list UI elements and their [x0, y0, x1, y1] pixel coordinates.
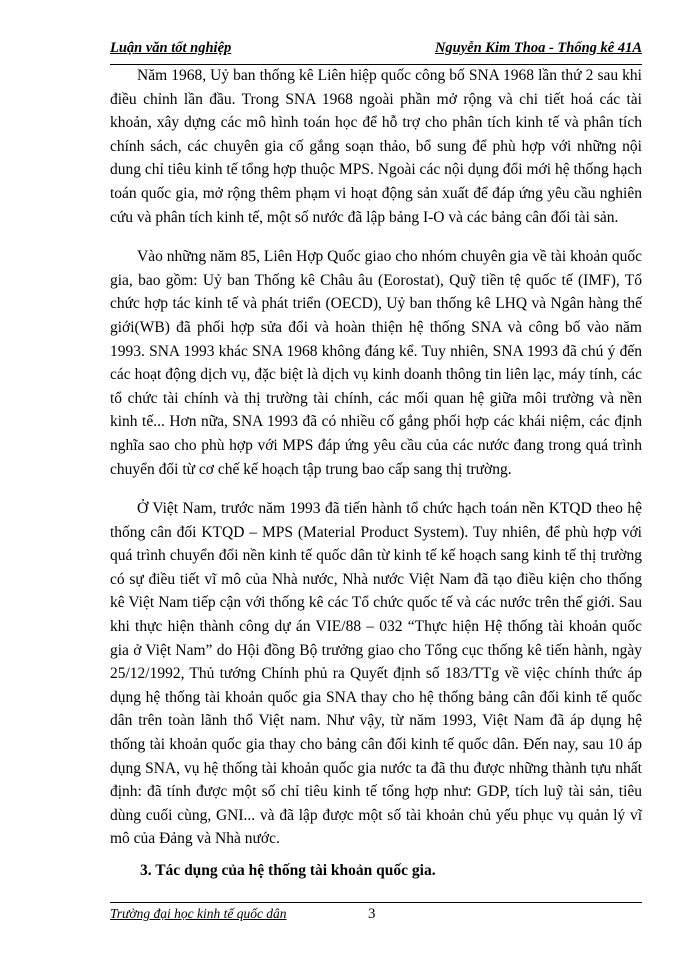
page-footer [110, 906, 642, 928]
paragraph-sna-1968: Năm 1968, Uỷ ban thống kê Liên hiệp quốc công bố SNA 1968 lần thứ 2 sau khi điều chỉnh lần đầu. Trong SNA 1968 ngoài phần mở rộng và chi tiết hoá các tài khoản, xây dựng các mô hình toán học để hỗ trợ cho phân tích kinh tế và phân tích chính sách, các chuyên gia cố gắng soạn thảo, bổ sung để phù hợp với những nội dung chỉ tiêu kinh tế tổng hợp thuộc MPS. Ngoài các nội dụng đổi mới hệ thống hạch toán quốc gia, mở rộng thêm phạm vi hoạt động sản xuất để đáp ứng yêu cầu nghiên cứu và phân tích kinh tế, một số nước đã lập bảng I-O và các bảng cân đối tài sản. [110, 67, 642, 226]
footer-school-label: Trường đại học kinh tế quốc dân [110, 906, 287, 921]
paragraph-vietnam: Ở Việt Nam, trước năm 1993 đã tiến hành tổ chức hạch toán nền KTQD theo hệ thống cân đối KTQD – MPS (Material Product System). Tuy nhiên, để phù hợp với quá trình chuyển đổi nền kinh tế quốc dân từ kinh tế kế hoạch sang kinh tế thị trường có sự điều tiết vĩ mô của Nhà nước, Nhà nước Việt Nam đã tạo điều kiện cho thống kê Việt Nam tiếp cận với thống kê các Tổ chức quốc tế và các nước trên thế giới. Sau khi thực hiện thành công dự án VIE/88 – 032 “Thực hiện Hệ thống tài khoản quốc gia ở Việt Nam” do Hội đồng Bộ trưởng giao cho Tổng cục thống kê tiến hành, ngày 25/12/1992, Thủ tướng Chính phủ ra Quyết định số 183/TTg về việc chính thức áp dụng hệ thống tài khoản quốc gia SNA thay cho hệ thống bảng cân đối kinh tế quốc dân trên toàn lãnh thổ Việt nam. Như vậy, từ năm 1993, Việt Nam đã áp dụng hệ thống tài khoản quốc gia thay cho bảng cân đối kinh tế quốc dân. Đến nay, sau 10 áp dụng SNA, vụ hệ thống tài khoản quốc gia nước ta đã thu được những thành tựu nhất định: đã tính được một số chỉ tiêu kinh tế tổng hợp như: GDP, tích luỹ tài sản, tiêu dùng cuối cùng, GNI... và đã lập được một số tài khoản chủ yếu phục vụ quản lý vĩ mô của Đảng và Nhà nước. [110, 500, 642, 848]
header-thesis-label: Luận văn tốt nghiệp [110, 40, 232, 56]
footer-divider [110, 902, 642, 903]
page-number: 3 [368, 906, 376, 922]
header-author-label: Nguyễn Kim Thoa - Thống kê 41A [434, 40, 642, 56]
section-heading: 3. Tác dụng của hệ thống tài khoản quốc gia. [140, 862, 436, 879]
paragraph-sna-1993: Vào những năm 85, Liên Hợp Quốc giao cho nhóm chuyên gia về tài khoản quốc gia, bao gồm: Uỷ ban Thống kê Châu âu (Eorostat), Quỹ tiền tệ quốc tế (IMF), Tổ chức hợp tác kinh tế và phát triển (OECD), Uỷ ban thống kê LHQ và Ngân hàng thế giới(WB) đã phối hợp sửa đổi và hoàn thiện hệ thống SNA và công bố vào năm 1993. SNA 1993 khác SNA 1968 không đáng kể. Tuy nhiên, SNA 1993 đã chú ý đến các hoạt động dịch vụ, đặc biệt là dịch vụ kinh doanh thông tin liên lạc, máy tính, các tổ chức tài chính và thị trường tài chính, các mối quan hệ giữa môi trường và nền kinh tế... Hơn nữa, SNA 1993 đã có nhiều cố gắng phối hợp các khái niệm, các định nghĩa sao cho phù hợp với MPS đáp ứng yêu cầu của các nước đang trong quá trình chuyển đổi từ cơ chế kế hoạch tập trung bao cấp sang thị trường. [110, 248, 642, 478]
document-body [110, 64, 642, 851]
page-header [110, 40, 642, 62]
